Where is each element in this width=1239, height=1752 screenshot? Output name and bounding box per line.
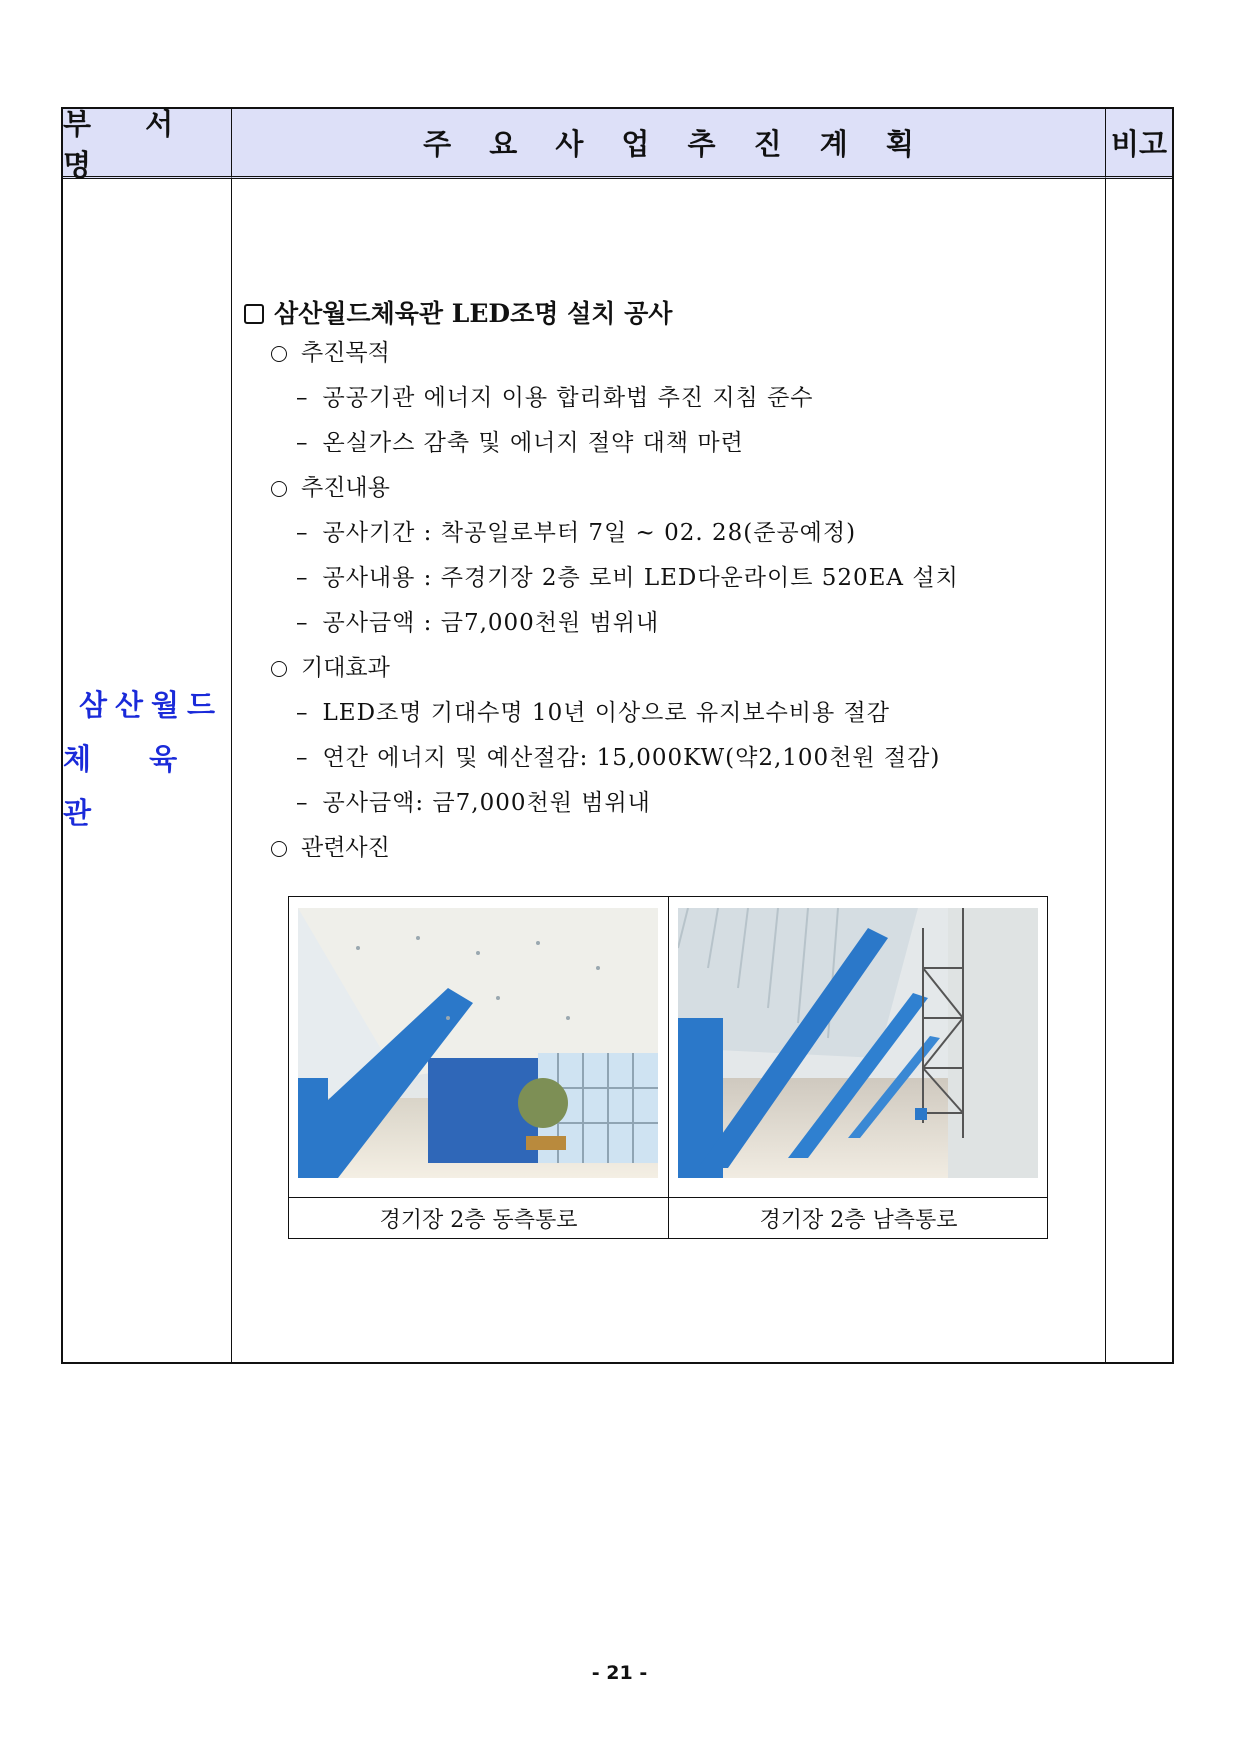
- photo-table: [288, 896, 1048, 1239]
- list-item: – 공사금액: 금7,000천원 범위내: [296, 790, 651, 816]
- group-purpose: [244, 331, 1094, 466]
- photo-east-corridor: [298, 908, 658, 1178]
- plan-content: [244, 297, 1094, 871]
- list-item: – 공사내용 : 주경기장 2층 로비 LED다운라이트 520EA 설치: [296, 565, 959, 591]
- group-contents: [244, 466, 1094, 646]
- list-item: – 공사금액 : 금7,000천원 범위내: [296, 610, 660, 636]
- list-item: – 공사기간 : 착공일로부터 7일 ~ 02. 28(준공예정): [296, 520, 857, 546]
- list-item: – 연간 에너지 및 예산절감: 15,000KW(약2,100천원 절감): [296, 745, 941, 771]
- group-heading: 관련사진: [271, 826, 1094, 871]
- department-line-1: 삼산월드: [78, 687, 224, 722]
- photo-caption: 경기장 2층 동측통로: [379, 1208, 578, 1233]
- header-dept: 부 서 명: [63, 109, 231, 179]
- group-heading: 기대효과: [271, 646, 1094, 691]
- circle-bullet-icon: [271, 661, 287, 677]
- circle-bullet-icon: [271, 481, 287, 497]
- circle-bullet-icon: [271, 346, 287, 362]
- photo-cell: [668, 897, 1048, 1197]
- circle-bullet-icon: [271, 841, 287, 857]
- column-divider: [1105, 179, 1106, 1362]
- department-line-2: 체 육 관: [63, 741, 202, 830]
- photo-cell: [289, 897, 668, 1197]
- group-heading: 추진목적: [271, 331, 1094, 376]
- list-item: – LED조명 기대수명 10년 이상으로 유지보수비용 절감: [296, 700, 890, 726]
- section-title-text: 삼산월드체육관 LED조명 설치 공사: [274, 299, 673, 328]
- checkbox-icon: [244, 304, 264, 324]
- photo-caption: 경기장 2층 남측통로: [668, 1198, 1048, 1239]
- group-heading: 추진내용: [271, 466, 1094, 511]
- section-title: [244, 297, 1094, 331]
- group-photos: [244, 826, 1094, 871]
- caption-row: [289, 1197, 1047, 1239]
- group-effects: [244, 646, 1094, 826]
- photo-south-corridor: [678, 908, 1038, 1178]
- department-name: [63, 179, 231, 1362]
- page-number: - 21 -: [591, 1662, 648, 1684]
- list-item: – 온실가스 감축 및 에너지 절약 대책 마련: [296, 430, 744, 456]
- header-plan: 주 요 사 업 추 진 계 획: [231, 109, 1105, 179]
- header-note: 비고: [1105, 109, 1172, 179]
- list-item: – 공공기관 에너지 이용 합리화법 추진 지침 준수: [296, 385, 814, 411]
